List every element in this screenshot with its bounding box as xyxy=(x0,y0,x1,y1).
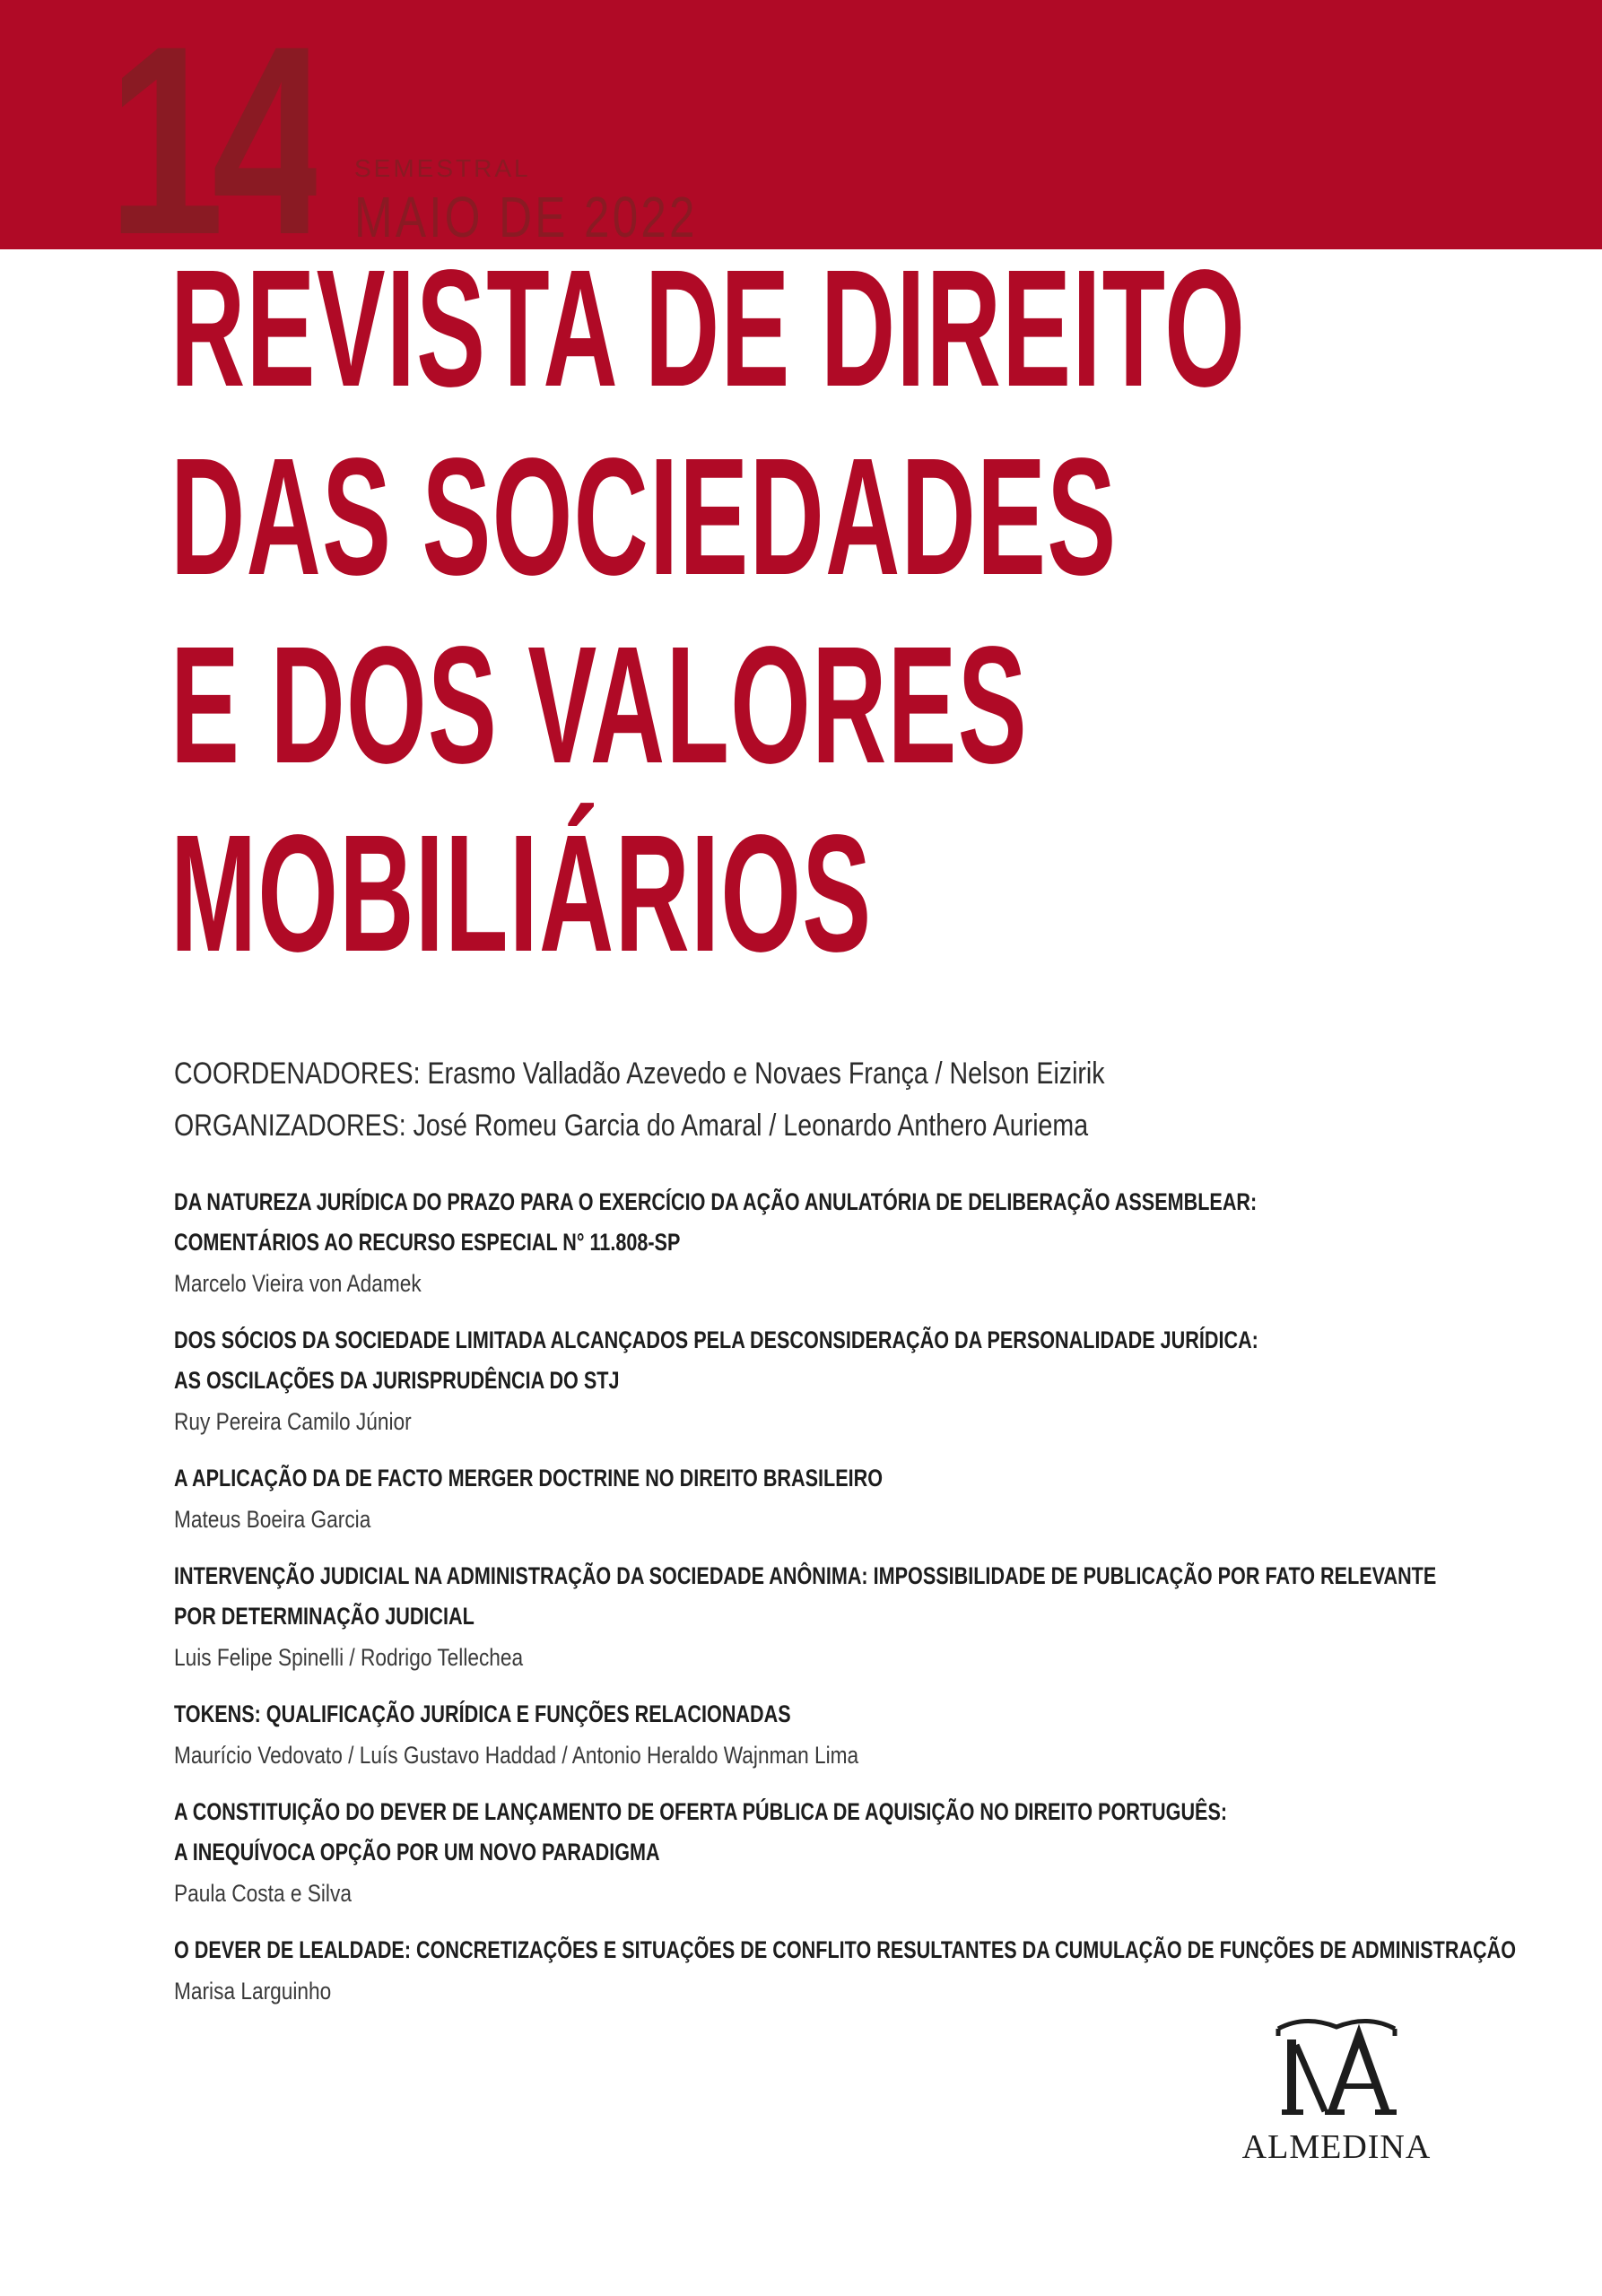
publisher-block xyxy=(1229,2009,1444,2167)
journal-title-line: DAS SOCIEDADES xyxy=(170,424,1118,610)
article-title: A INEQUÍVOCA OPÇÃO POR UM NOVO PARADIGMA xyxy=(174,1839,660,1866)
article-title: TOKENS: QUALIFICAÇÃO JURÍDICA E FUNÇÕES RELACIONADAS xyxy=(174,1700,791,1727)
article-entry xyxy=(174,1556,1537,1678)
article-entry xyxy=(174,1930,1537,2012)
article-title: O DEVER DE LEALDADE: CONCRETIZAÇÕES E SITUAÇÕES DE CONFLITO RESULTANTES DA CUMULAÇÃO DE FUNÇÕES DE ADMINISTRAÇÃO xyxy=(174,1936,1517,1963)
article-title: AS OSCILAÇÕES DA JURISPRUDÊNCIA DO STJ xyxy=(174,1367,620,1394)
article-title: DOS SÓCIOS DA SOCIEDADE LIMITADA ALCANÇADOS PELA DESCONSIDERAÇÃO DA PERSONALIDADE JURÍDICA: xyxy=(174,1326,1258,1353)
article-author: Paula Costa e Silva xyxy=(174,1880,352,1907)
article-entry xyxy=(174,1182,1537,1304)
article-author: Marisa Larguinho xyxy=(174,1978,332,2005)
issue-number: 14 xyxy=(108,5,317,248)
article-entry xyxy=(174,1458,1537,1540)
article-title: DA NATUREZA JURÍDICA DO PRAZO PARA O EXERCÍCIO DA AÇÃO ANULATÓRIA DE DELIBERAÇÃO ASSEMBLEAR: xyxy=(174,1188,1258,1215)
article-title: A CONSTITUIÇÃO DO DEVER DE LANÇAMENTO DE OFERTA PÚBLICA DE AQUISIÇÃO NO DIREITO PORTUGUÊS: xyxy=(174,1798,1228,1825)
issue-date: MAIO DE 2022 xyxy=(354,188,698,249)
publisher-name: ALMEDINA xyxy=(1241,2128,1432,2166)
journal-title-line: REVISTA DE DIREITO xyxy=(170,236,1247,422)
journal-title-line: MOBILIÁRIOS xyxy=(170,801,873,987)
organizers-line: ORGANIZADORES: José Romeu Garcia do Amaral / Leonardo Anthero Auriema xyxy=(174,1109,1089,1143)
journal-title-line: E DOS VALORES xyxy=(170,613,1028,798)
article-title: COMENTÁRIOS AO RECURSO ESPECIAL N° 11.808-SP xyxy=(174,1229,681,1256)
coordinators-line: COORDENADORES: Erasmo Valladão Azevedo e Novaes França / Nelson Eizirik xyxy=(174,1057,1105,1091)
article-entry xyxy=(174,1694,1537,1776)
editorial-credits xyxy=(174,1048,1430,1152)
table-of-contents xyxy=(174,1182,1537,2028)
article-author: Marcelo Vieira von Adamek xyxy=(174,1270,422,1297)
article-title: INTERVENÇÃO JUDICIAL NA ADMINISTRAÇÃO DA SOCIEDADE ANÔNIMA: IMPOSSIBILIDADE DE PUBLICAÇÃO POR FATO RELEVANTE xyxy=(174,1562,1437,1589)
article-entry xyxy=(174,1320,1537,1442)
article-author: Ruy Pereira Camilo Júnior xyxy=(174,1408,412,1435)
article-title: A APLICAÇÃO DA DE FACTO MERGER DOCTRINE NO DIREITO BRASILEIRO xyxy=(174,1465,884,1492)
article-title: POR DETERMINAÇÃO JUDICIAL xyxy=(174,1603,475,1630)
issue-periodicity: SEMESTRAL xyxy=(354,154,531,182)
article-author: Maurício Vedovato / Luís Gustavo Haddad / Antonio Heraldo Wajnman Lima xyxy=(174,1742,859,1769)
article-author: Mateus Boeira Garcia xyxy=(174,1506,371,1533)
article-entry xyxy=(174,1792,1537,1914)
almedina-book-logo-icon xyxy=(1269,2009,1404,2126)
article-author: Luis Felipe Spinelli / Rodrigo Tellechea xyxy=(174,1644,524,1671)
journal-title xyxy=(170,235,1570,988)
